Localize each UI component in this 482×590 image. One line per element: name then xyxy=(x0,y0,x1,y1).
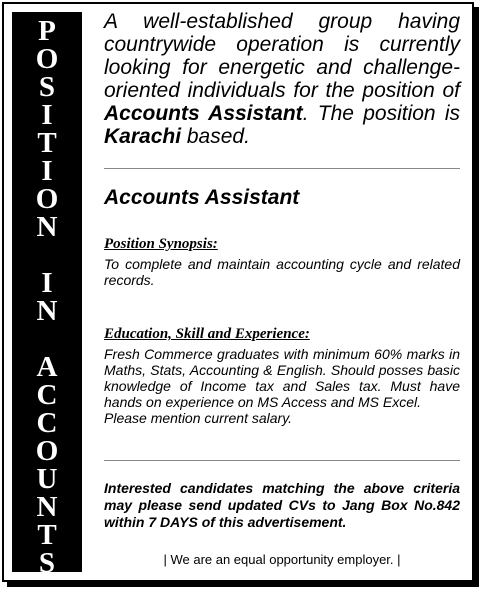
banner-letter: S xyxy=(38,71,56,103)
banner-letter: U xyxy=(36,463,58,495)
divider-bottom xyxy=(104,460,460,461)
intro-text-1: A well-established group having countrywide operation is currently looking for energetic and challenge-oriented individuals for the position of xyxy=(104,10,460,102)
banner-letter: O xyxy=(35,183,59,215)
closing-instructions xyxy=(104,480,460,531)
banner-letter: A xyxy=(36,351,58,383)
banner-letter: I xyxy=(41,267,53,299)
banner-letter: P xyxy=(38,15,56,47)
vertical-banner xyxy=(12,12,82,579)
banner-letter: N xyxy=(36,295,58,327)
divider-top xyxy=(104,168,460,169)
banner-letter: N xyxy=(36,491,58,523)
banner-letter: N xyxy=(36,211,58,243)
banner-letter: O xyxy=(35,435,59,467)
intro-city: Karachi xyxy=(104,125,182,148)
intro-text-3: based. xyxy=(181,125,250,148)
equal-opportunity-footer: | We are an equal opportunity employer. | xyxy=(163,552,401,567)
banner-letter: C xyxy=(36,379,58,411)
intro-text-2: . The position is xyxy=(302,102,461,125)
education-body xyxy=(104,346,460,426)
synopsis-heading: Position Synopsis: xyxy=(104,236,218,252)
banner-letter: C xyxy=(36,407,58,439)
intro-position: Accounts Assistant xyxy=(104,102,303,125)
banner-letter: S xyxy=(38,547,56,579)
banner-letter: I xyxy=(41,99,53,131)
box-number: 842 xyxy=(436,497,460,513)
closing-text-2: within 7 DAYS of this advertisement. xyxy=(104,514,347,530)
job-title: Accounts Assistant xyxy=(104,186,300,209)
education-text: Fresh Commerce graduates with minimum 60% marks in Maths, Stats, Accounting & English. Should posses basic knowledge of Income tax and Sales tax. Must have hands on experience on MS Access and MS Excel. xyxy=(104,346,460,410)
synopsis-body: To complete and maintain accounting cycle and related records. xyxy=(104,256,460,288)
closing-text-1: Interested candidates matching the above criteria may please send updated CVs to Jang Box No. xyxy=(104,480,460,513)
intro-paragraph xyxy=(104,10,460,148)
banner-letter: I xyxy=(41,155,53,187)
salary-note: Please mention current salary. xyxy=(104,410,293,426)
education-heading: Education, Skill and Experience: xyxy=(104,326,310,342)
banner-letter: O xyxy=(35,43,59,75)
banner-letter: T xyxy=(37,127,57,159)
banner-letter: T xyxy=(37,519,57,551)
